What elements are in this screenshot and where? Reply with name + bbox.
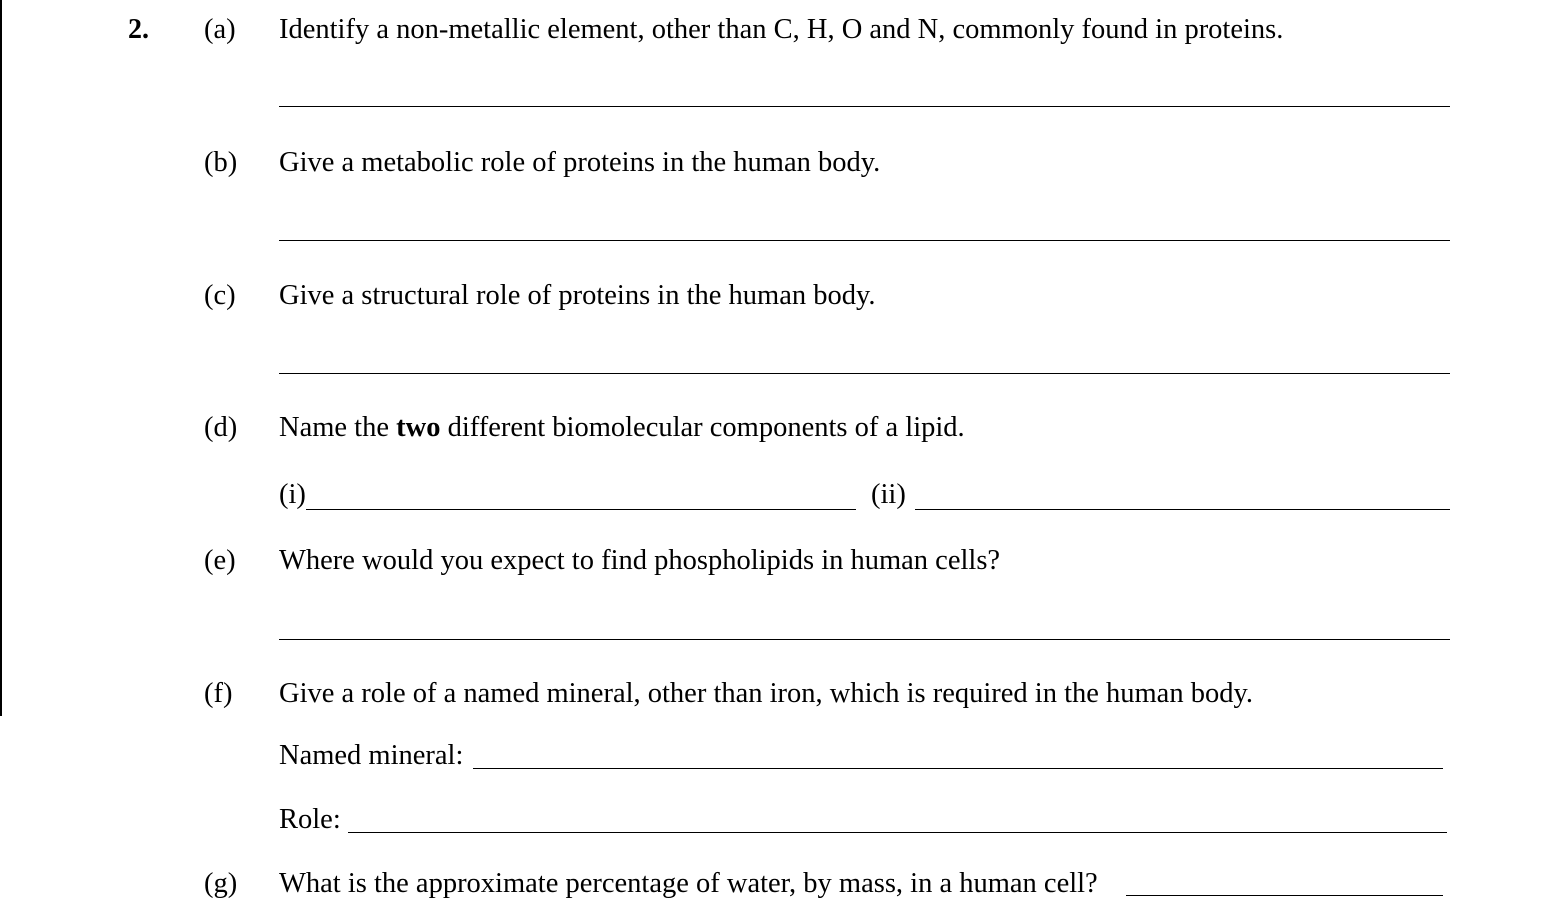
part-f-named-mineral-label: Named mineral: bbox=[279, 740, 464, 771]
part-c-answer-line[interactable] bbox=[279, 373, 1450, 374]
part-c-label: (c) bbox=[204, 280, 236, 311]
part-d-sub-i-answer-line[interactable] bbox=[306, 509, 856, 510]
part-e-question: Where would you expect to find phospholipids in human cells? bbox=[279, 545, 1001, 576]
part-f-label: (f) bbox=[204, 678, 233, 709]
part-a-answer-line[interactable] bbox=[279, 106, 1450, 107]
part-d-sub-ii-answer-line[interactable] bbox=[915, 509, 1450, 510]
part-d-sub-ii-label: (ii) bbox=[871, 479, 906, 510]
question-number: 2. bbox=[128, 14, 149, 45]
part-a-question: Identify a non-metallic element, other than C, H, O and N, commonly found in proteins. bbox=[279, 14, 1284, 45]
part-f-question: Give a role of a named mineral, other than iron, which is required in the human body. bbox=[279, 678, 1253, 709]
part-d-label: (d) bbox=[204, 412, 238, 443]
page-margin-line bbox=[0, 0, 2, 716]
part-b-answer-line[interactable] bbox=[279, 240, 1450, 241]
part-f-role-answer-line[interactable] bbox=[348, 832, 1447, 833]
part-f-named-mineral-answer-line[interactable] bbox=[473, 768, 1443, 769]
part-b-label: (b) bbox=[204, 147, 238, 178]
part-c-question: Give a structural role of proteins in the human body. bbox=[279, 280, 876, 311]
part-f-role-label: Role: bbox=[279, 804, 341, 835]
part-e-label: (e) bbox=[204, 545, 236, 576]
part-g-label: (g) bbox=[204, 868, 238, 899]
part-d-text-bold: two bbox=[396, 412, 441, 443]
part-d-sub-i-label: (i) bbox=[279, 479, 306, 510]
part-b-question: Give a metabolic role of proteins in the human body. bbox=[279, 147, 881, 178]
part-e-answer-line[interactable] bbox=[279, 639, 1450, 640]
part-d-text-before: Name the bbox=[279, 412, 397, 443]
part-d-question bbox=[279, 414, 965, 443]
part-g-answer-line[interactable] bbox=[1126, 895, 1443, 896]
part-d-text-after: different biomolecular components of a lipid. bbox=[440, 412, 965, 443]
part-g-question: What is the approximate percentage of water, by mass, in a human cell? bbox=[279, 868, 1098, 899]
part-a-label: (a) bbox=[204, 14, 236, 45]
